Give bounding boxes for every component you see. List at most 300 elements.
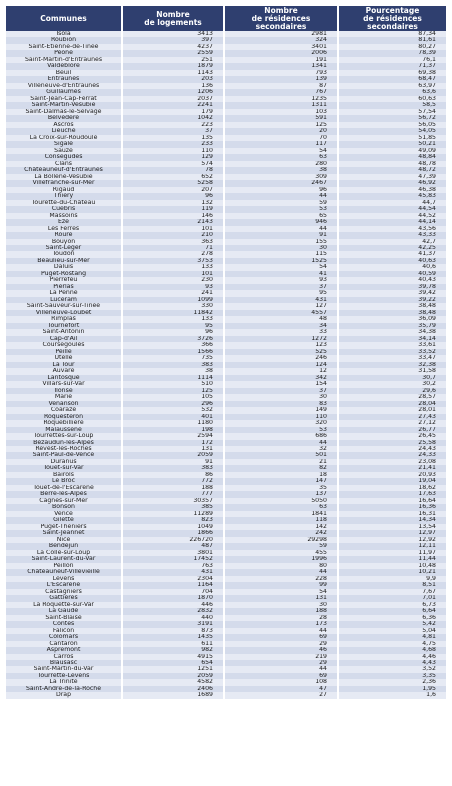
pourcentage-cell: 63,97 bbox=[338, 83, 446, 89]
residences-cell: 54 bbox=[224, 264, 338, 270]
pourcentage-cell: 33,61 bbox=[338, 342, 446, 348]
pourcentage-cell: 76,1 bbox=[338, 57, 446, 63]
commune-cell: Villeneuve-Loubet bbox=[6, 310, 122, 316]
logements-cell: 1206 bbox=[122, 89, 224, 95]
residences-cell: 33 bbox=[224, 329, 338, 335]
commune-cell: Bendejun bbox=[6, 543, 122, 549]
residences-cell: 115 bbox=[224, 251, 338, 257]
logements-cell: 95 bbox=[122, 323, 224, 329]
logements-cell: 446 bbox=[122, 602, 224, 608]
pourcentage-cell: 5,42 bbox=[338, 621, 446, 627]
commune-cell: Berre-les-Alpes bbox=[6, 491, 122, 497]
commune-cell: Puget-Théniers bbox=[6, 524, 122, 530]
pourcentage-cell: 80,27 bbox=[338, 44, 446, 50]
logements-cell: 873 bbox=[122, 628, 224, 634]
residences-cell: 5050 bbox=[224, 498, 338, 504]
pourcentage-cell: 32,38 bbox=[338, 362, 446, 368]
residences-cell: 29 bbox=[224, 641, 338, 647]
commune-cell: Levens bbox=[6, 576, 122, 582]
residences-cell: 70 bbox=[224, 135, 338, 141]
residences-cell: 188 bbox=[224, 608, 338, 614]
pourcentage-cell: 78,39 bbox=[338, 50, 446, 56]
logements-cell: 385 bbox=[122, 504, 224, 510]
residences-cell: 309 bbox=[224, 174, 338, 180]
residences-cell: 34 bbox=[224, 323, 338, 329]
logements-cell: 78 bbox=[122, 167, 224, 173]
logements-cell: 241 bbox=[122, 290, 224, 296]
logements-cell: 487 bbox=[122, 543, 224, 549]
residences-cell: 246 bbox=[224, 355, 338, 361]
commune-cell: Venanson bbox=[6, 401, 122, 407]
residences-cell: 2006 bbox=[224, 50, 338, 56]
commune-cell: Roquestéron bbox=[6, 414, 122, 420]
commune-cell: Sauze bbox=[6, 148, 122, 154]
residences-cell: 63 bbox=[224, 504, 338, 510]
commune-cell: Saint-Paul-de-Vence bbox=[6, 452, 122, 458]
residences-cell: 35 bbox=[224, 485, 338, 491]
residences-cell: 91 bbox=[224, 232, 338, 238]
pourcentage-cell: 4,81 bbox=[338, 634, 446, 640]
pourcentage-cell: 48,72 bbox=[338, 167, 446, 173]
residences-cell: 93 bbox=[224, 277, 338, 283]
pourcentage-cell: 4,68 bbox=[338, 647, 446, 653]
residences-cell: 80 bbox=[224, 563, 338, 569]
logements-cell: 3753 bbox=[122, 258, 224, 264]
pourcentage-cell: 23,08 bbox=[338, 459, 446, 465]
logements-cell: 296 bbox=[122, 401, 224, 407]
commune-cell: Beuil bbox=[6, 70, 122, 76]
commune-cell: Bézaudun-les-Alpes bbox=[6, 440, 122, 446]
residences-cell: 103 bbox=[224, 109, 338, 115]
commune-cell: Saint-Dalmas-le-Selvage bbox=[6, 109, 122, 115]
logements-cell: 532 bbox=[122, 407, 224, 413]
pourcentage-cell: 41,37 bbox=[338, 251, 446, 257]
pourcentage-cell: 11,44 bbox=[338, 556, 446, 562]
commune-cell: La Tour bbox=[6, 362, 122, 368]
residences-cell: 242 bbox=[224, 530, 338, 536]
pourcentage-cell: 46,38 bbox=[338, 187, 446, 193]
residences-cell: 47 bbox=[224, 686, 338, 692]
commune-cell: Revest-les-Roches bbox=[6, 446, 122, 452]
logements-cell: 101 bbox=[122, 226, 224, 232]
commune-cell: Saint-Laurent-du-Var bbox=[6, 556, 122, 562]
commune-cell: Conségudes bbox=[6, 154, 122, 160]
pourcentage-cell: 7,01 bbox=[338, 595, 446, 601]
pourcentage-cell: 48,78 bbox=[338, 161, 446, 167]
logements-cell: 2832 bbox=[122, 608, 224, 614]
logements-cell: 1435 bbox=[122, 634, 224, 640]
commune-cell: Isola bbox=[6, 31, 122, 37]
residences-cell: 44 bbox=[224, 226, 338, 232]
commune-cell: Tournefort bbox=[6, 323, 122, 329]
residences-cell: 501 bbox=[224, 452, 338, 458]
residences-cell: 21 bbox=[224, 459, 338, 465]
residences-cell: 37 bbox=[224, 284, 338, 290]
pourcentage-cell: 39,42 bbox=[338, 290, 446, 296]
residences-cell: 37 bbox=[224, 388, 338, 394]
commune-cell: Lucéram bbox=[6, 297, 122, 303]
commune-cell: La Colle-sur-Loup bbox=[6, 550, 122, 556]
logements-cell: 3726 bbox=[122, 336, 224, 342]
logements-cell: 1049 bbox=[122, 524, 224, 530]
logements-cell: 3191 bbox=[122, 621, 224, 627]
residences-cell: 65 bbox=[224, 213, 338, 219]
residences-cell: 44 bbox=[224, 628, 338, 634]
commune-cell: Tourette-du-Château bbox=[6, 200, 122, 206]
pourcentage-cell: 40,63 bbox=[338, 258, 446, 264]
pourcentage-cell: 42,25 bbox=[338, 245, 446, 251]
pourcentage-cell: 19,04 bbox=[338, 478, 446, 484]
pourcentage-cell: 43,33 bbox=[338, 232, 446, 238]
table-row bbox=[6, 692, 446, 698]
table-header bbox=[6, 6, 446, 31]
residences-cell: 525 bbox=[224, 349, 338, 355]
commune-cell: Villars-sur-Var bbox=[6, 381, 122, 387]
logements-cell: 188 bbox=[122, 485, 224, 491]
logements-cell: 210 bbox=[122, 232, 224, 238]
pourcentage-cell: 63,6 bbox=[338, 89, 446, 95]
logements-cell: 172 bbox=[122, 440, 224, 446]
commune-cell: Blausasc bbox=[6, 660, 122, 666]
residences-cell: 137 bbox=[224, 491, 338, 497]
pourcentage-cell: 50,21 bbox=[338, 141, 446, 147]
residences-cell: 53 bbox=[224, 206, 338, 212]
pourcentage-cell: 44,7 bbox=[338, 200, 446, 206]
pourcentage-cell: 12,97 bbox=[338, 530, 446, 536]
commune-cell: Saint-Sauveur-sur-Tinée bbox=[6, 303, 122, 309]
residences-cell: 28 bbox=[224, 615, 338, 621]
commune-cell: Colomars bbox=[6, 634, 122, 640]
commune-cell: Touët-sur-Var bbox=[6, 465, 122, 471]
residences-cell: 63 bbox=[224, 154, 338, 160]
residences-cell: 29 bbox=[224, 660, 338, 666]
logements-cell: 366 bbox=[122, 342, 224, 348]
commune-cell: Massoins bbox=[6, 213, 122, 219]
pourcentage-cell: 39,22 bbox=[338, 297, 446, 303]
residences-cell: 30 bbox=[224, 602, 338, 608]
residences-cell: 82 bbox=[224, 465, 338, 471]
logements-cell: 652 bbox=[122, 174, 224, 180]
residences-cell: 18 bbox=[224, 472, 338, 478]
logements-cell: 278 bbox=[122, 251, 224, 257]
commune-cell: L'Escarène bbox=[6, 582, 122, 588]
residences-cell: 1841 bbox=[224, 511, 338, 517]
residences-cell: 44 bbox=[224, 193, 338, 199]
residences-cell: 29298 bbox=[224, 537, 338, 543]
commune-cell: Cuébris bbox=[6, 206, 122, 212]
commune-cell: Peillon bbox=[6, 563, 122, 569]
commune-cell: Sigale bbox=[6, 141, 122, 147]
logements-cell: 383 bbox=[122, 465, 224, 471]
pourcentage-cell: 34,14 bbox=[338, 336, 446, 342]
pourcentage-cell: 9,9 bbox=[338, 576, 446, 582]
residences-cell: 1235 bbox=[224, 96, 338, 102]
pourcentage-cell: 81,61 bbox=[338, 37, 446, 43]
logements-cell: 611 bbox=[122, 641, 224, 647]
logements-cell: 38 bbox=[122, 368, 224, 374]
residences-cell: 131 bbox=[224, 595, 338, 601]
logements-cell: 1870 bbox=[122, 595, 224, 601]
pourcentage-cell: 31,58 bbox=[338, 368, 446, 374]
pourcentage-cell: 28,04 bbox=[338, 401, 446, 407]
logements-cell: 198 bbox=[122, 427, 224, 433]
residences-cell: 53 bbox=[224, 427, 338, 433]
residences-cell: 1996 bbox=[224, 556, 338, 562]
commune-cell: Saint-Léger bbox=[6, 245, 122, 251]
residences-cell: 228 bbox=[224, 576, 338, 582]
logements-cell: 223 bbox=[122, 122, 224, 128]
commune-cell: Roure bbox=[6, 232, 122, 238]
logements-cell: 30357 bbox=[122, 498, 224, 504]
logements-cell: 982 bbox=[122, 647, 224, 653]
commune-cell: Cantaron bbox=[6, 641, 122, 647]
residences-cell: 125 bbox=[224, 122, 338, 128]
residences-cell: 69 bbox=[224, 634, 338, 640]
commune-cell: La Roquette-sur-Var bbox=[6, 602, 122, 608]
pourcentage-cell: 4,75 bbox=[338, 641, 446, 647]
commune-cell: Falicon bbox=[6, 628, 122, 634]
commune-cell: La Trinité bbox=[6, 679, 122, 685]
commune-cell: Belvédère bbox=[6, 115, 122, 121]
logements-cell: 440 bbox=[122, 615, 224, 621]
header-communes: Communes bbox=[6, 6, 122, 31]
residences-cell: 30 bbox=[224, 394, 338, 400]
pourcentage-cell: 46,92 bbox=[338, 180, 446, 186]
residences-cell: 20 bbox=[224, 128, 338, 134]
logements-cell: 136 bbox=[122, 83, 224, 89]
commune-cell: Malaussène bbox=[6, 427, 122, 433]
pourcentage-cell: 30,7 bbox=[338, 375, 446, 381]
commune-cell: Bonson bbox=[6, 504, 122, 510]
residences-cell: 191 bbox=[224, 57, 338, 63]
table-container bbox=[6, 6, 446, 699]
logements-cell: 2059 bbox=[122, 673, 224, 679]
pourcentage-cell: 44,52 bbox=[338, 213, 446, 219]
logements-cell: 1143 bbox=[122, 70, 224, 76]
pourcentage-cell: 56,72 bbox=[338, 115, 446, 121]
residences-cell: 1341 bbox=[224, 63, 338, 69]
pourcentage-cell: 26,45 bbox=[338, 433, 446, 439]
logements-cell: 2241 bbox=[122, 102, 224, 108]
residences-cell: 30 bbox=[224, 245, 338, 251]
residences-cell: 117 bbox=[224, 141, 338, 147]
commune-cell: Puget-Rostang bbox=[6, 271, 122, 277]
pourcentage-cell: 24,33 bbox=[338, 452, 446, 458]
pourcentage-cell: 1,95 bbox=[338, 686, 446, 692]
pourcentage-cell: 7,67 bbox=[338, 589, 446, 595]
residences-cell: 110 bbox=[224, 414, 338, 420]
commune-cell: Carros bbox=[6, 654, 122, 660]
commune-cell: Châteauneuf-d'Entraunes bbox=[6, 167, 122, 173]
commune-cell: Clans bbox=[6, 161, 122, 167]
pourcentage-cell: 38,48 bbox=[338, 303, 446, 309]
residences-cell: 41 bbox=[224, 271, 338, 277]
pourcentage-cell: 3,52 bbox=[338, 666, 446, 672]
residences-cell: 139 bbox=[224, 76, 338, 82]
commune-cell: Châteauneuf-Villevieille bbox=[6, 569, 122, 575]
logements-cell: 431 bbox=[122, 569, 224, 575]
residences-cell: 54 bbox=[224, 148, 338, 154]
residences-cell: 32 bbox=[224, 446, 338, 452]
commune-cell: Daluis bbox=[6, 264, 122, 270]
pourcentage-cell: 33,52 bbox=[338, 349, 446, 355]
pourcentage-cell: 26,77 bbox=[338, 427, 446, 433]
commune-cell: Pierrefeu bbox=[6, 277, 122, 283]
residences-cell: 324 bbox=[224, 37, 338, 43]
residences-cell: 124 bbox=[224, 362, 338, 368]
commune-cell: Péone bbox=[6, 50, 122, 56]
commune-cell: Bouyon bbox=[6, 239, 122, 245]
pourcentage-cell: 28,01 bbox=[338, 407, 446, 413]
commune-cell: Coaraze bbox=[6, 407, 122, 413]
residences-cell: 280 bbox=[224, 161, 338, 167]
commune-cell: Castagniers bbox=[6, 589, 122, 595]
logements-cell: 226720 bbox=[122, 537, 224, 543]
logements-cell: 2143 bbox=[122, 219, 224, 225]
pourcentage-cell: 16,31 bbox=[338, 511, 446, 517]
pourcentage-cell: 44,54 bbox=[338, 206, 446, 212]
commune-cell: Ilonse bbox=[6, 388, 122, 394]
residences-cell: 793 bbox=[224, 70, 338, 76]
residences-cell: 46 bbox=[224, 647, 338, 653]
pourcentage-cell: 47,39 bbox=[338, 174, 446, 180]
logements-cell: 3413 bbox=[122, 31, 224, 37]
commune-cell: Saint-André-de-la-Roche bbox=[6, 686, 122, 692]
commune-cell: Saint-Étienne-de-Tinée bbox=[6, 44, 122, 50]
commune-cell: Ascros bbox=[6, 122, 122, 128]
pourcentage-cell: 18,62 bbox=[338, 485, 446, 491]
pourcentage-cell: 25,58 bbox=[338, 440, 446, 446]
logements-cell: 1566 bbox=[122, 349, 224, 355]
logements-cell: 17452 bbox=[122, 556, 224, 562]
residences-cell: 2467 bbox=[224, 180, 338, 186]
pourcentage-cell: 42,7 bbox=[338, 239, 446, 245]
commune-cell: Duranus bbox=[6, 459, 122, 465]
residences-cell: 48 bbox=[224, 316, 338, 322]
commune-cell: Marie bbox=[6, 394, 122, 400]
pourcentage-cell: 27,43 bbox=[338, 414, 446, 420]
residences-cell: 154 bbox=[224, 381, 338, 387]
logements-cell: 4237 bbox=[122, 44, 224, 50]
logements-cell: 363 bbox=[122, 239, 224, 245]
pourcentage-cell: 51,85 bbox=[338, 135, 446, 141]
commune-cell: Toudon bbox=[6, 251, 122, 257]
logements-cell: 2304 bbox=[122, 576, 224, 582]
residences-cell: 219 bbox=[224, 654, 338, 660]
logements-cell: 101 bbox=[122, 271, 224, 277]
pourcentage-cell: 3,35 bbox=[338, 673, 446, 679]
pourcentage-cell: 6,64 bbox=[338, 608, 446, 614]
pourcentage-cell: 16,36 bbox=[338, 504, 446, 510]
commune-cell: Saint-Martin-du-Var bbox=[6, 666, 122, 672]
residences-cell: 127 bbox=[224, 303, 338, 309]
pourcentage-cell: 39,78 bbox=[338, 284, 446, 290]
table-body bbox=[6, 31, 446, 699]
commune-cell: Saint-Antonin bbox=[6, 329, 122, 335]
logements-cell: 823 bbox=[122, 517, 224, 523]
residences-cell: 59 bbox=[224, 543, 338, 549]
residences-cell: 1525 bbox=[224, 258, 338, 264]
logements-cell: 1180 bbox=[122, 420, 224, 426]
pourcentage-cell: 87,34 bbox=[338, 31, 446, 37]
logements-cell: 96 bbox=[122, 193, 224, 199]
logements-cell: 119 bbox=[122, 206, 224, 212]
residences-cell: 96 bbox=[224, 187, 338, 193]
commune-cell: Valdeblore bbox=[6, 63, 122, 69]
commune-cell: Rimplas bbox=[6, 316, 122, 322]
logements-cell: 105 bbox=[122, 394, 224, 400]
logements-cell: 5258 bbox=[122, 180, 224, 186]
logements-cell: 330 bbox=[122, 303, 224, 309]
logements-cell: 11842 bbox=[122, 310, 224, 316]
logements-cell: 132 bbox=[122, 200, 224, 206]
residences-cell: 27 bbox=[224, 692, 338, 698]
commune-cell: Pierlas bbox=[6, 284, 122, 290]
logements-cell: 1689 bbox=[122, 692, 224, 698]
commune-cell: Saint-Blaise bbox=[6, 615, 122, 621]
logements-cell: 203 bbox=[122, 76, 224, 82]
residences-cell: 59 bbox=[224, 200, 338, 206]
pourcentage-cell: 24,43 bbox=[338, 446, 446, 452]
commune-cell: Villeneuve-d'Entraunes bbox=[6, 83, 122, 89]
logements-cell: 3801 bbox=[122, 550, 224, 556]
header-row bbox=[6, 6, 446, 31]
pourcentage-cell: 38,48 bbox=[338, 310, 446, 316]
pourcentage-cell: 33,47 bbox=[338, 355, 446, 361]
pourcentage-cell: 10,48 bbox=[338, 563, 446, 569]
residences-cell: 118 bbox=[224, 517, 338, 523]
header-residences: Nombre de résidences secondaires bbox=[224, 6, 338, 31]
pourcentage-cell: 71,37 bbox=[338, 63, 446, 69]
commune-cell: Guillaumes bbox=[6, 89, 122, 95]
residences-cell: 44 bbox=[224, 440, 338, 446]
commune-cell: Saint-Martin-Vésubie bbox=[6, 102, 122, 108]
residences-cell: 946 bbox=[224, 219, 338, 225]
logements-cell: 230 bbox=[122, 277, 224, 283]
pourcentage-cell: 6,73 bbox=[338, 602, 446, 608]
commune-cell: Cagnes-sur-Mer bbox=[6, 498, 122, 504]
logements-cell: 763 bbox=[122, 563, 224, 569]
pourcentage-cell: 45,83 bbox=[338, 193, 446, 199]
commune-cell: Roubion bbox=[6, 37, 122, 43]
logements-cell: 91 bbox=[122, 459, 224, 465]
residences-cell: 431 bbox=[224, 297, 338, 303]
commune-cell: Aspremont bbox=[6, 647, 122, 653]
logements-cell: 146 bbox=[122, 213, 224, 219]
pourcentage-cell: 10,21 bbox=[338, 569, 446, 575]
logements-cell: 1251 bbox=[122, 666, 224, 672]
residences-cell: 173 bbox=[224, 621, 338, 627]
logements-cell: 86 bbox=[122, 472, 224, 478]
residences-cell: 44 bbox=[224, 666, 338, 672]
pourcentage-cell: 48,84 bbox=[338, 154, 446, 160]
pourcentage-cell: 35,79 bbox=[338, 323, 446, 329]
commune-cell: Tourrette-Levens bbox=[6, 673, 122, 679]
commune-cell: Auvare bbox=[6, 368, 122, 374]
logements-cell: 772 bbox=[122, 478, 224, 484]
pourcentage-cell: 40,59 bbox=[338, 271, 446, 277]
pourcentage-cell: 40,6 bbox=[338, 264, 446, 270]
logements-cell: 133 bbox=[122, 316, 224, 322]
pourcentage-cell: 5,04 bbox=[338, 628, 446, 634]
pourcentage-cell: 16,64 bbox=[338, 498, 446, 504]
logements-cell: 2059 bbox=[122, 452, 224, 458]
logements-cell: 1879 bbox=[122, 63, 224, 69]
pourcentage-cell: 54,05 bbox=[338, 128, 446, 134]
commune-cell: Saint-Jean-Cap-Ferrat bbox=[6, 96, 122, 102]
logements-cell: 1114 bbox=[122, 375, 224, 381]
commune-cell: Le Broc bbox=[6, 478, 122, 484]
